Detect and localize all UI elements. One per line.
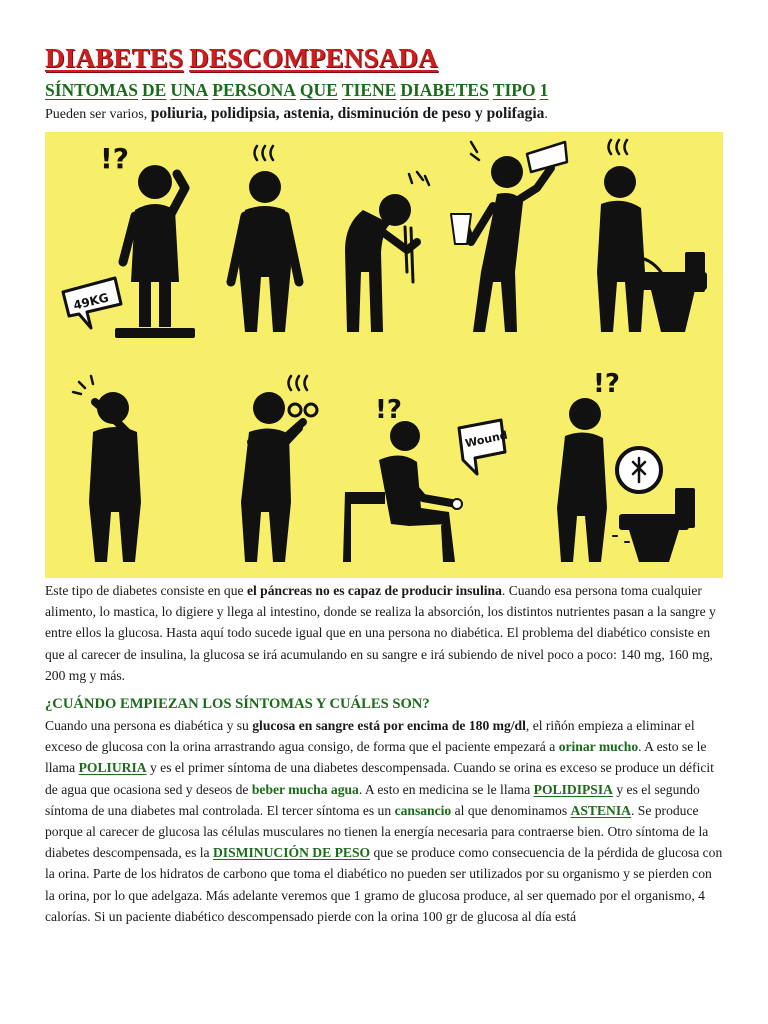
itching-figure <box>73 376 141 562</box>
subtitle-word: 1 <box>539 80 549 100</box>
question-mark: !? <box>100 142 130 175</box>
term-disminucion-peso: DISMINUCIÓN DE PESO <box>212 845 371 861</box>
text-run: Cuando una persona es diabética y su <box>45 718 253 734</box>
nausea-figure <box>345 172 429 332</box>
keyword-cansancio: cansancio <box>394 802 452 818</box>
text-run: Este tipo de diabetes consiste en que <box>45 583 247 598</box>
urination-figure <box>597 140 707 332</box>
page-subtitle <box>45 78 723 102</box>
section-heading: ¿CUÁNDO EMPIEZAN LOS SÍNTOMAS Y CUÁLES SON? <box>45 696 430 713</box>
text-run: . Se produce porque al carecer de glucosa las células musculares no tienen la energía necesaria para contraerse bien. Otro síntoma de la diabetes descompensada, es la <box>45 802 709 861</box>
question-mark: !? <box>593 369 620 399</box>
term-poliuria: POLIURIA <box>78 760 147 776</box>
term-polidipsia: POLIDIPSIA <box>533 781 613 797</box>
subtitle-word: DIABETES <box>400 80 489 100</box>
emphasis-text: el páncreas no es capaz de producir insulina <box>246 583 502 598</box>
subtitle-word: PERSONA <box>212 80 296 100</box>
text-run: y es el primer síntoma de una diabetes descompensada. Cuando se orina es exceso se produce un déficit de agua que ocasiona sed y deseos de <box>45 760 714 797</box>
keyword-beber: beber mucha agua <box>251 781 359 797</box>
subtitle-word: SÍNTOMAS <box>45 80 139 100</box>
wound-figure <box>343 395 509 562</box>
subtitle-word: DE <box>142 80 167 100</box>
paragraph-symptoms <box>45 715 723 927</box>
glucose-urine-figure <box>557 369 695 562</box>
weight-label: 49KG <box>71 290 111 313</box>
symptoms-illustration <box>45 132 723 578</box>
emphasis-text: glucosa en sangre está por encima de 180 mg/dl <box>252 718 526 734</box>
blurred-vision-figure <box>241 376 317 562</box>
title-word: DESCOMPENSADA <box>189 43 438 73</box>
fatigue-figure <box>231 146 299 332</box>
text-run: , el riñón empieza a eliminar el exceso de glucosa con la orina arrastrando agua consigo, de forma que el paciente empezará a <box>45 718 695 755</box>
paragraph-intro <box>45 580 723 686</box>
subtitle-word: TIENE <box>341 80 397 100</box>
text-run: al que denominamos <box>451 802 571 818</box>
subtitle-word: QUE <box>299 80 338 100</box>
wound-label: Wound <box>464 428 509 451</box>
term-astenia: ASTENIA <box>570 802 631 818</box>
weight-loss-figure <box>63 142 195 338</box>
keyword-orinar: orinar mucho <box>558 739 639 755</box>
title-word: DIABETES <box>45 43 184 73</box>
subtitle-word: TIPO <box>492 80 536 100</box>
page <box>45 42 723 927</box>
text-run: . A esto en medicina se le llama <box>358 781 534 797</box>
intro-lead: Pueden ser varios, <box>45 107 151 122</box>
thirst-figure <box>451 142 567 332</box>
intro-line <box>45 103 723 126</box>
intro-end: . <box>544 107 548 122</box>
symptom-list: poliuria, polidipsia, astenia, disminución de peso y polifagia <box>150 105 545 122</box>
text-run: . Cuando esa persona toma cualquier alimento, lo mastica, lo digiere y llega al intestino, donde se realiza la absorción, los distintos nutrientes pasan a la sangre y entre ellos la glucosa. Hasta aquí todo sucede igual que en una persona no diabética. El problema del diabético consiste en que al carecer de insulina, la glucosa se irá acumulando en su sangre e irá subiendo de nivel poco a poco: 140 mg, 160 mg, 200 mg y más. <box>45 583 716 683</box>
question-mark: !? <box>375 395 402 425</box>
text-run: que se produce como consecuencia de la pérdida de glucosa con la orina. Parte de los hidratos de carbono que toma el diabético no pueden ser utilizados por su organismo y se pierden con la orina, por lo que adelgaza. Más adelante veremos que 1 gramo de glucosa produce, al ser quemado por el organismo, 4 calorías. Si un paciente diabético descompensado pierde con la orina 100 gr de glucosa al día está <box>45 845 723 924</box>
page-title <box>45 42 723 74</box>
text-run: . A esto se le llama <box>45 739 707 776</box>
text-run: y es el segundo síntoma de una diabetes mal controlada. El tercer síntoma es un <box>45 781 700 818</box>
subtitle-word: UNA <box>170 80 209 100</box>
